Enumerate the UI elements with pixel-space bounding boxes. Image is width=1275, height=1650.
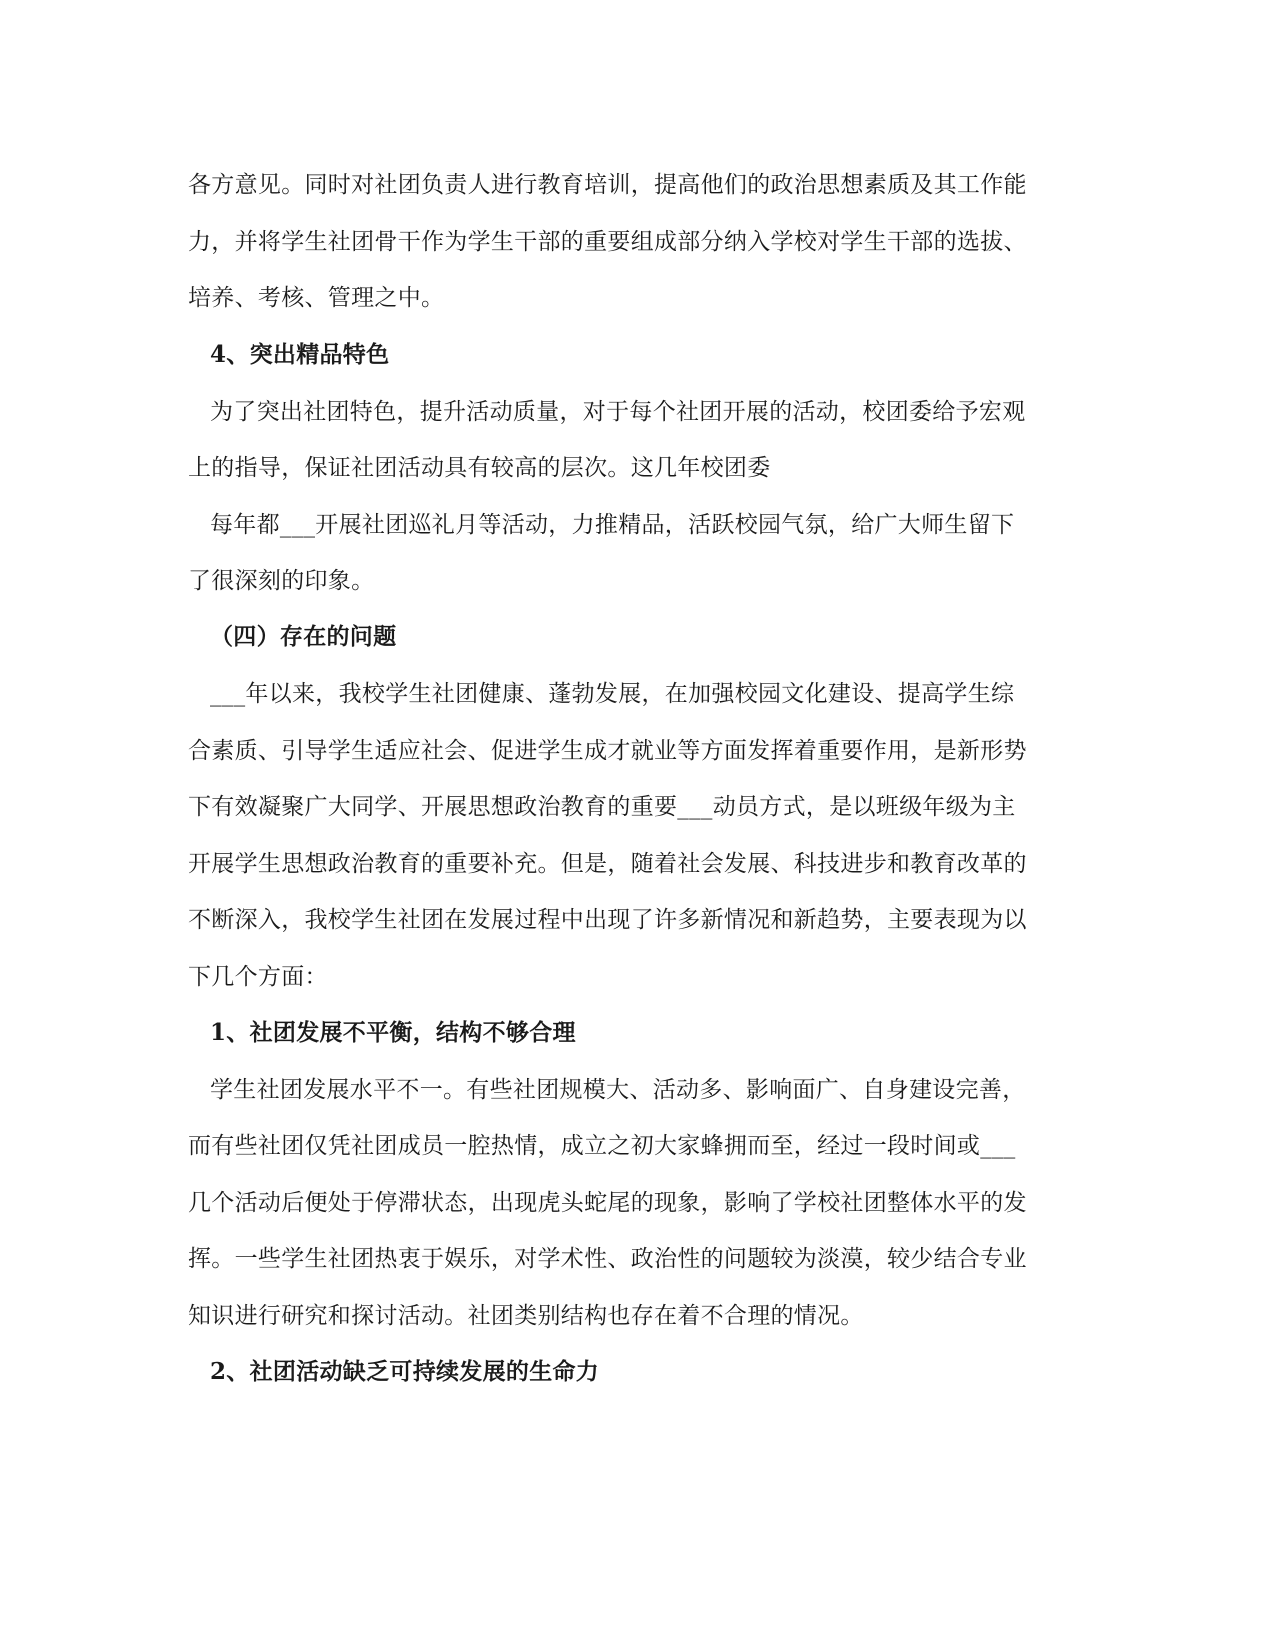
paragraph-line: 几个活动后便处于停滞状态，出现虎头蛇尾的现象，影响了学校社团整体水平的发 [188,1190,1027,1216]
section-heading-problems: （四）存在的问题 [210,623,397,650]
paragraph-line: 每年都___开展社团巡礼月等活动，力推精品，活跃校园气氛，给广大师生留下 [210,512,1015,538]
paragraph-line: 下几个方面： [188,964,328,990]
section-heading-1: 1、社团发展不平衡，结构不够合理 [210,1019,576,1046]
paragraph-line: 学生社团发展水平不一。有些社团规模大、活动多、影响面广、自身建设完善， [210,1077,1026,1103]
paragraph-line: 而有些社团仅凭社团成员一腔热情，成立之初大家蜂拥而至，经过一段时间或___ [188,1133,1016,1159]
paragraph-line: 为了突出社团特色，提升活动质量，对于每个社团开展的活动，校团委给予宏观 [210,399,1026,425]
section-heading-2: 2、社团活动缺乏可持续发展的生命力 [210,1358,600,1385]
paragraph-line: ___年以来，我校学生社团健康、蓬勃发展，在加强校园文化建设、提高学生综 [210,681,1015,707]
paragraph-line: 下有效凝聚广大同学、开展思想政治教育的重要___动员方式，是以班级年级为主 [188,794,1016,820]
section-heading-4: 4、突出精品特色 [210,341,390,368]
paragraph-line: 开展学生思想政治教育的重要补充。但是，随着社会发展、科技进步和教育改革的 [188,851,1027,877]
paragraph-line: 了很深刻的印象。 [188,568,375,594]
paragraph-line: 上的指导，保证社团活动具有较高的层次。这几年校团委 [188,455,771,481]
paragraph-line: 不断深入，我校学生社团在发展过程中出现了许多新情况和新趋势，主要表现为以 [188,907,1027,933]
paragraph-line: 挥。一些学生社团热衷于娱乐，对学术性、政治性的问题较为淡漠，较少结合专业 [188,1246,1027,1272]
paragraph-line: 各方意见。同时对社团负责人进行教育培训，提高他们的政治思想素质及其工作能 [188,172,1027,198]
paragraph-line: 力，并将学生社团骨干作为学生干部的重要组成部分纳入学校对学生干部的选拔、 [188,229,1027,255]
paragraph-line: 合素质、引导学生适应社会、促进学生成才就业等方面发挥着重要作用，是新形势 [188,738,1027,764]
paragraph-line: 培养、考核、管理之中。 [188,285,445,311]
paragraph-line: 知识进行研究和探讨活动。社团类别结构也存在着不合理的情况。 [188,1303,864,1329]
